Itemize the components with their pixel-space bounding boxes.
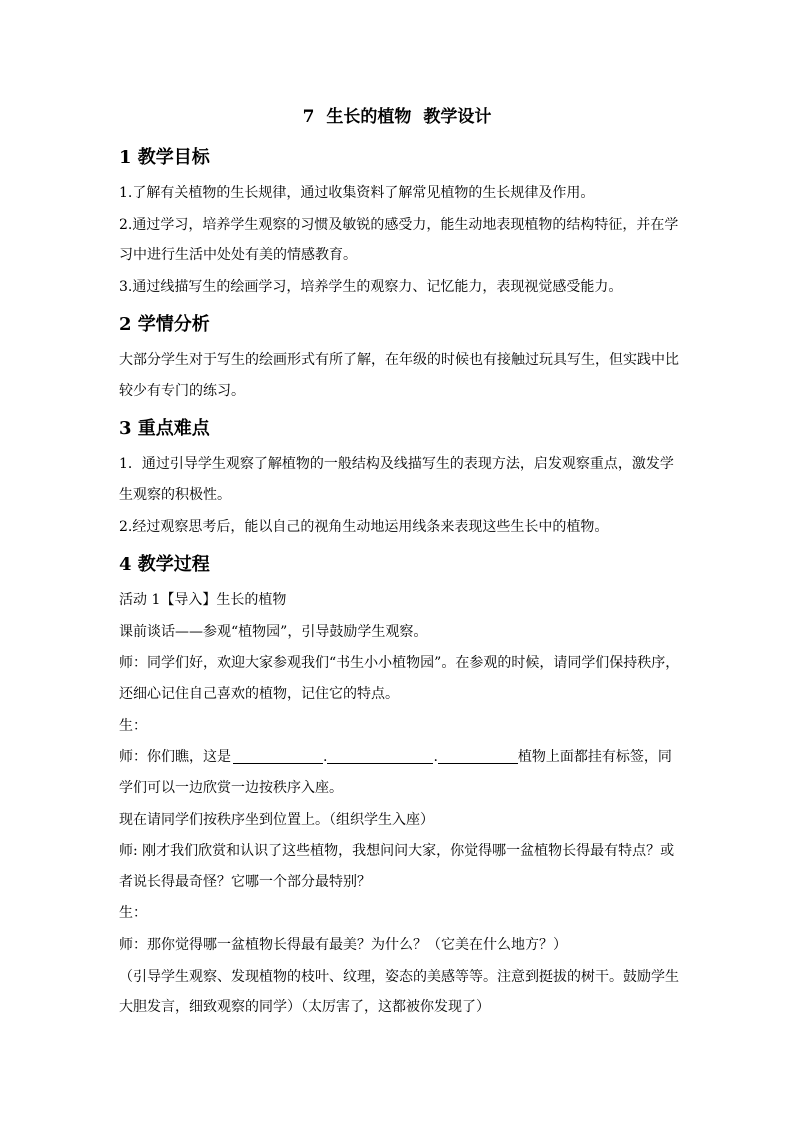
section-heading: 2 学情分析 <box>119 314 210 336</box>
paragraph <box>119 345 679 406</box>
text-line: 学们可以一边欣赏一边按秩序入座。 <box>119 779 343 796</box>
activity-title: 活动 1【导入】生长的植物 <box>119 591 287 608</box>
text-line: 3.通过线描写生的绘画学习，培养学生的观察力、记忆能力，表现视觉感受能力。 <box>119 279 623 296</box>
paragraph <box>119 898 675 929</box>
text-line: （引导学生观察、发现植物的枝叶、纹理，姿态的美感等等。注意到挺拔的树干。鼓励学生 <box>119 968 679 985</box>
section-heading: 1 教学目标 <box>119 147 210 168</box>
paragraph <box>119 585 675 616</box>
section-teaching-process <box>119 547 680 1023</box>
paragraph <box>119 449 675 510</box>
document-body <box>119 101 680 1023</box>
paragraph <box>119 836 675 897</box>
section-teaching-objectives <box>119 140 679 303</box>
fill-in-suffix: 植物上面都挂有标签，同 <box>517 749 672 766</box>
text-line: 师：同学们好，欢迎大家参观我们“书生小小植物园”。在参观的时候，请同学们保持秩序， <box>119 655 680 672</box>
text-line: 生： <box>119 717 147 734</box>
fill-in-blank <box>233 749 323 764</box>
fill-in-prefix: 师：你们瞧，这是 <box>119 749 231 766</box>
section-heading: 3 重点难点 <box>119 418 210 440</box>
blank-separator: . <box>433 749 438 766</box>
text-line: 还细心记住自己喜欢的植物，记住它的特点。 <box>119 685 399 702</box>
paragraph <box>119 930 675 961</box>
text-line: 者说长得最奇怪？它哪一个部分最特别？ <box>119 873 371 890</box>
paragraph <box>119 210 679 271</box>
paragraph <box>119 711 675 742</box>
text-line: 大部分学生对于写生的绘画形式有所了解，在年级的时候也有接触过玩具写生，但实践中比 <box>119 352 679 369</box>
text-line: 2.经过观察思考后，能以自己的视角生动地运用线条来表现这些生长中的植物。 <box>119 518 609 535</box>
section-heading: 4 教学过程 <box>119 553 210 575</box>
section-key-points <box>119 411 675 542</box>
fill-in-blank <box>327 749 433 764</box>
paragraph <box>119 648 680 709</box>
text-line: 习中进行生活中处处有美的情感教育。 <box>119 247 357 264</box>
text-line: 1．通过引导学生观察了解植物的一般结构及线描写生的表现方法，启发观察重点，激发学 <box>119 456 674 473</box>
paragraph <box>119 617 675 648</box>
section-learner-analysis <box>119 307 679 406</box>
text-line: 生： <box>119 905 147 922</box>
text-line: 2.通过学习，培养学生观察的习惯及敏锐的感受力，能生动地表现植物的结构特征，并在学 <box>119 216 679 233</box>
document-title: 7 生长的植物 教学设计 <box>302 107 492 127</box>
paragraph <box>119 512 675 543</box>
text-line: 大胆发言，细致观察的同学）（太厉害了，这都被你发现了） <box>119 999 490 1016</box>
paragraph <box>119 272 675 303</box>
text-line: 生观察的积极性。 <box>119 486 231 503</box>
text-line: 现在请同学们按秩序坐到位置上。（组织学生入座） <box>119 811 434 828</box>
text-line: 课前谈话——参观“植物园”，引导鼓励学生观察。 <box>119 623 428 640</box>
blank-separator: . <box>323 749 328 766</box>
paragraph <box>119 805 675 836</box>
text-line: 较少有专门的练习。 <box>119 383 245 400</box>
fill-in-blank <box>438 749 518 764</box>
text-line: 师：那你觉得哪一盆植物长得最有最美？为什么？（它美在什么地方？） <box>119 937 567 954</box>
paragraph <box>119 962 679 1023</box>
text-line: 师: 刚才我们欣赏和认识了这些植物，我想问问大家，你觉得哪一盆植物长得最有特点？或 <box>119 843 675 860</box>
paragraph <box>119 178 675 209</box>
fill-in-line <box>119 742 675 773</box>
text-line: 1.了解有关植物的生长规律，通过收集资料了解常见植物的生长规律及作用。 <box>119 185 595 202</box>
paragraph <box>119 742 675 803</box>
